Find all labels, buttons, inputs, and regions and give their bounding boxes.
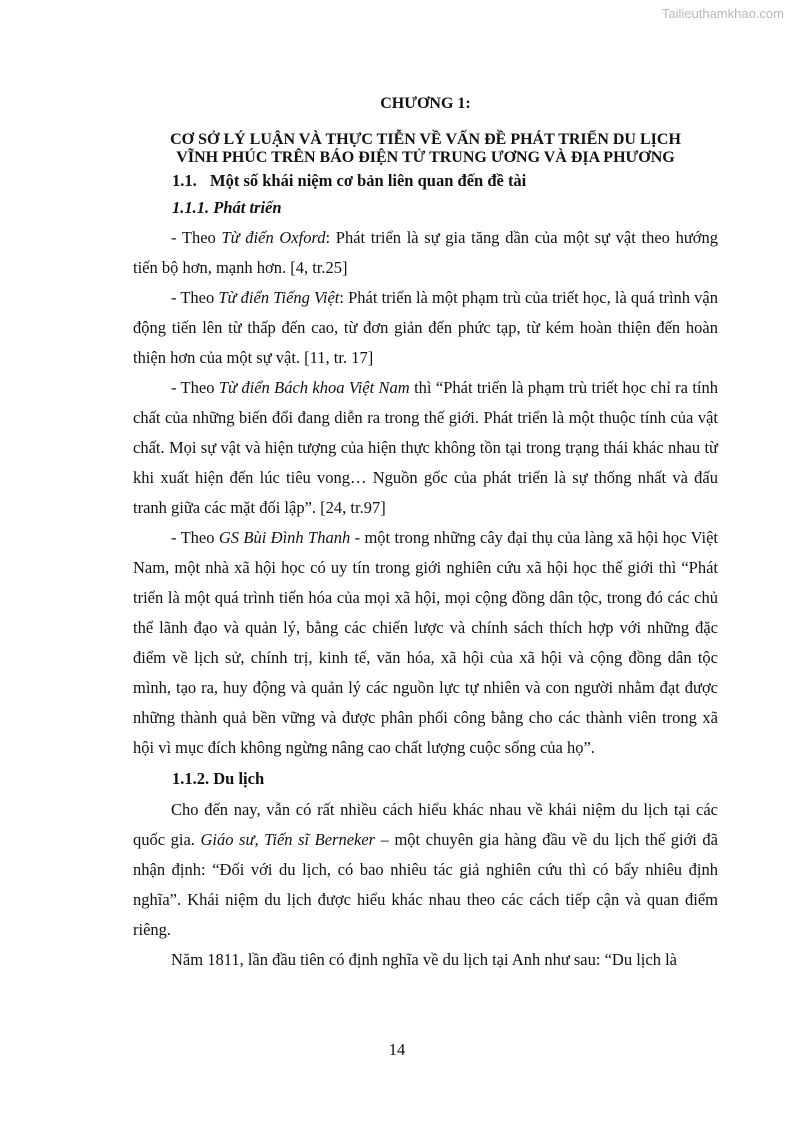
section-title: Một số khái niệm cơ bản liên quan đến đề tài — [210, 171, 527, 190]
section-number: 1.1. — [172, 171, 197, 190]
paragraph-text: Cho đến nay, vẫn có rất nhiều cách hiểu khác nhau về khái niệm du lịch tại các quốc gia. — [133, 800, 718, 849]
chapter-title-line-2: VĨNH PHÚC TRÊN BÁO ĐIỆN TỬ TRUNG ƯƠNG VÀ ĐỊA PHƯƠNG — [176, 149, 675, 166]
paragraph-oxford — [133, 223, 718, 283]
watermark: Tailieuthamkhao.com — [661, 6, 784, 21]
paragraph-bui-dinh-thanh — [133, 523, 718, 763]
source-title: Từ điển Tiếng Việt — [218, 288, 340, 307]
section-heading-1-1-2: 1.1.2. Du lịch — [172, 769, 265, 788]
paragraph-prefix: - Theo — [171, 228, 222, 247]
chapter-heading: CHƯƠNG 1: — [380, 95, 471, 112]
source-author: GS Bùi Đình Thanh — [218, 528, 351, 547]
section-heading-1-1-1: 1.1.1. Phát triển — [172, 198, 282, 217]
paragraph-text: : Phát triển là một phạm trù của triết học, là quá trình vận động tiến lên từ thấp đến cao, từ đơn giản đến phức tạp, từ kém hoàn thiện đến hoàn thiện hơn của một sự vật. [11, tr. 17] — [133, 288, 718, 367]
paragraph-prefix: - Theo — [171, 288, 219, 307]
person-name: Giáo sư, Tiến sĩ Berneker — [200, 830, 376, 849]
paragraph-text: thì “Phát triển là phạm trù triết học chỉ ra tính chất của những biến đổi đang diễn ra trong thế giới. Phát triển là một thuộc tính của vật chất. Mọi sự vật và hiện tượng của hiện thực không tồn tại trong trạng thái khác nhau từ khi xuất hiện đến lúc tiêu vong… Nguồn gốc của phát triển là sự thống nhất và đấu tranh giữa các mặt đối lập”. [24, tr.97] — [133, 378, 718, 517]
page-number: 14 — [388, 1040, 406, 1059]
paragraph-text: - một trong những cây đại thụ của làng xã hội học Việt Nam, một nhà xã hội học có uy tín trong giới nghiên cứu xã hội học thế giới thì “Phát triển là một quá trình tiến hóa của mọi xã hội, mọi cộng đồng dân tộc, trong đó các chủ thể lãnh đạo và quản lý, bằng các chiến lược và chính sách thích hợp với những đặc điểm về lịch sử, chính trị, kinh tế, văn hóa, xã hội của xã hội và cộng đồng dân tộc mình, tạo ra, huy động và quản lý các nguồn lực tự nhiên và con người nhằm đạt được những thành quả bền vững và được phân phối công bằng cho các thành viên trong xã hội vì mục đích không ngừng nâng cao chất lượng cuộc sống của họ”. — [133, 528, 718, 757]
paragraph-tieng-viet — [133, 283, 718, 373]
paragraph-1811 — [133, 945, 718, 975]
source-title: Từ điển Bách khoa Việt Nam — [218, 378, 410, 397]
paragraph-berneker — [133, 795, 718, 945]
chapter-title — [133, 131, 718, 167]
paragraph-bach-khoa — [133, 373, 718, 523]
paragraph-prefix: - Theo — [171, 528, 219, 547]
paragraph-prefix: - Theo — [171, 378, 219, 397]
paragraph-text: – một chuyên gia hàng đầu về du lịch thế giới đã nhận định: “Đối với du lịch, có bao nhiêu tác giả nghiên cứu thì có bấy nhiêu định nghĩa”. Khái niệm du lịch được hiểu khác nhau theo các cách tiếp cận và quan điểm riêng. — [133, 830, 719, 939]
paragraph-text: : Phát triển là sự gia tăng dần của một sự vật theo hướng tiến bộ hơn, mạnh hơn. [4, tr.25] — [133, 228, 718, 277]
section-heading-1-1 — [172, 169, 718, 193]
paragraph-text: Năm 1811, lần đầu tiên có định nghĩa về du lịch tại Anh như sau: “Du lịch là — [171, 950, 677, 969]
chapter-title-line-1: CƠ SỞ LÝ LUẬN VÀ THỰC TIỄN VỀ VẤN ĐỀ PHÁT TRIỂN DU LỊCH — [170, 131, 681, 148]
source-title: Từ điển Oxford — [221, 228, 326, 247]
document-page — [133, 94, 718, 975]
